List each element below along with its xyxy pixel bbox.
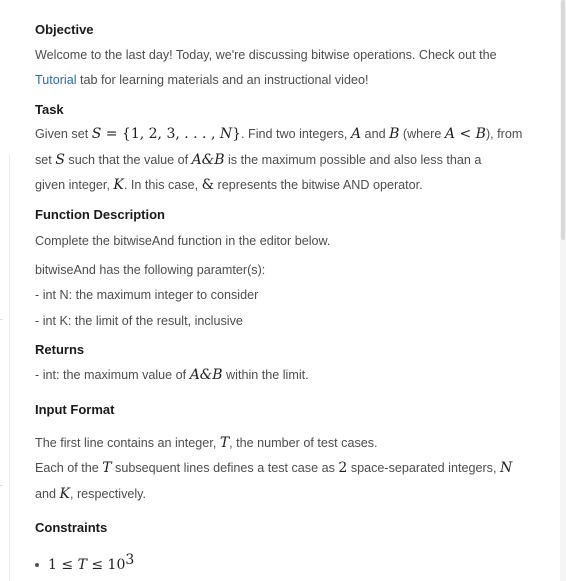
constraint-item bbox=[35, 552, 134, 573]
objective-line-2 bbox=[35, 73, 368, 87]
input-format-line-2 bbox=[35, 460, 512, 476]
task-text: such that the value of bbox=[64, 153, 192, 167]
task-text: and bbox=[361, 127, 390, 141]
math-var-N: N bbox=[219, 126, 233, 142]
math-var-A: A bbox=[444, 126, 455, 142]
math-expr-A-and-B: A&B bbox=[189, 367, 223, 383]
function-description-heading: Function Description bbox=[35, 207, 165, 222]
objective-line-1: Welcome to the last day! Today, we're discussing bitwise operations. Check out the bbox=[35, 48, 497, 62]
math-less-equal: ≤ bbox=[56, 557, 78, 574]
task-text: . In this case, bbox=[123, 178, 202, 192]
math-less-than: < bbox=[455, 126, 476, 142]
math-expr-A-and-B: A&B bbox=[191, 152, 225, 168]
input-format-text: subsequent lines defines a test case as bbox=[111, 461, 339, 475]
math-exponent: 3 bbox=[125, 552, 135, 568]
input-format-text: Each of the bbox=[35, 461, 103, 475]
math-number: 1 bbox=[48, 557, 57, 574]
input-format-text: The first line contains an integer, bbox=[35, 436, 220, 450]
input-format-text: , respectively. bbox=[69, 487, 147, 501]
math-var-B: B bbox=[475, 126, 486, 142]
param-n: - int N: the maximum integer to consider bbox=[35, 288, 259, 302]
input-format-line-1 bbox=[35, 435, 378, 451]
left-divider bbox=[9, 155, 10, 581]
returns-line bbox=[35, 367, 309, 383]
math-var-S: S bbox=[91, 126, 102, 142]
scrollbar-thumb[interactable] bbox=[561, 0, 565, 240]
math-ampersand: & bbox=[201, 177, 215, 193]
task-line-3 bbox=[35, 177, 423, 193]
math-var-S: S bbox=[55, 152, 65, 168]
returns-text: within the limit. bbox=[222, 368, 309, 382]
task-heading: Task bbox=[35, 102, 64, 117]
returns-heading: Returns bbox=[35, 342, 85, 357]
math-set-literal: = {1, 2, 3, . . . , bbox=[101, 126, 220, 142]
math-var-A: A bbox=[350, 126, 362, 142]
task-line-2 bbox=[35, 152, 481, 168]
task-text: represents the bitwise AND operator. bbox=[214, 178, 423, 192]
math-var-K: K bbox=[59, 486, 70, 502]
task-text: set bbox=[35, 153, 56, 167]
scrollbar-track[interactable] bbox=[560, 0, 566, 581]
math-less-equal: ≤ bbox=[86, 557, 108, 574]
task-text: ), from bbox=[485, 127, 523, 141]
math-brace: } bbox=[232, 126, 242, 142]
tutorial-tab-link[interactable]: Tutorial bbox=[35, 73, 77, 87]
returns-text: - int: the maximum value of bbox=[35, 368, 190, 382]
objective-heading: Objective bbox=[35, 22, 94, 37]
math-var-B: B bbox=[389, 126, 400, 142]
task-text: . Find two integers, bbox=[241, 127, 351, 141]
objective-line-2-text: tab for learning materials and an instructional video! bbox=[76, 73, 369, 87]
math-var-T: T bbox=[77, 557, 87, 574]
left-tick-mark bbox=[0, 319, 3, 320]
function-description-line-2: bitwiseAnd has the following paramter(s): bbox=[35, 263, 266, 277]
task-text: given integer, bbox=[35, 178, 114, 192]
input-format-text: , the number of test cases. bbox=[229, 436, 378, 450]
task-text: Given set bbox=[35, 127, 92, 141]
task-line-1 bbox=[35, 126, 522, 142]
input-format-heading: Input Format bbox=[35, 402, 115, 417]
input-format-text: space-separated integers, bbox=[347, 461, 500, 475]
function-description-line-1: Complete the bitwiseAnd function in the editor below. bbox=[35, 234, 331, 248]
math-var-T: T bbox=[219, 435, 230, 451]
left-tick-mark bbox=[0, 485, 3, 486]
math-number-2: 2 bbox=[338, 460, 348, 476]
input-format-text: and bbox=[35, 487, 60, 501]
bullet-icon bbox=[35, 563, 39, 567]
math-var-T: T bbox=[102, 460, 112, 476]
input-format-line-3 bbox=[35, 486, 146, 502]
constraints-heading: Constraints bbox=[35, 520, 108, 535]
task-text: is the maximum possible and also less than a bbox=[224, 153, 482, 167]
math-var-K: K bbox=[113, 177, 124, 193]
math-var-N: N bbox=[499, 460, 513, 476]
math-number: 10 bbox=[107, 557, 126, 574]
task-text: (where bbox=[399, 127, 445, 141]
param-k: - int K: the limit of the result, inclusive bbox=[35, 314, 243, 328]
